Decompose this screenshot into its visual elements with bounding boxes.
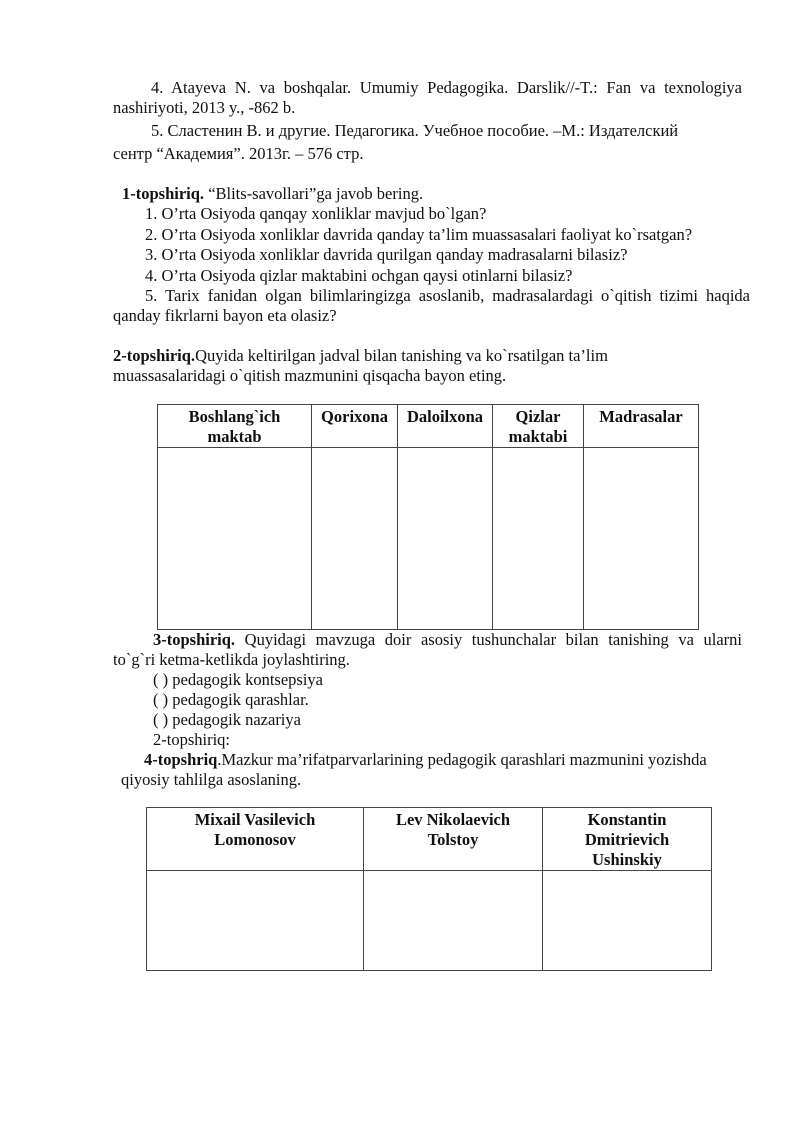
- answer-cell[interactable]: [398, 448, 493, 630]
- institutions-col-daloilxona: [398, 405, 493, 448]
- educators-col-label: Konstantin: [587, 810, 667, 829]
- answer-cell[interactable]: [364, 871, 543, 971]
- institutions-col-qizlar-maktabi: [493, 405, 584, 448]
- institutions-col-label: maktab: [207, 427, 262, 446]
- institutions-col-label: Madrasalar: [599, 407, 683, 426]
- task2-text-line1: Quyida keltirilgan jadval bilan tanishing va ko`rsatilgan ta’lim: [195, 346, 608, 365]
- institutions-col-madrasalar: [584, 405, 699, 448]
- reference-4-line1: 4. Atayeva N. va boshqalar. Umumiy Pedagogika. Darslik//-T.: Fan va texnologiya: [151, 78, 742, 97]
- educators-col-label: Lev Nikolaevich: [395, 810, 511, 829]
- educators-table-answer-row: [147, 871, 712, 971]
- task1-label: 1-topshiriq.: [122, 184, 205, 203]
- answer-cell[interactable]: [312, 448, 398, 630]
- institutions-col-label: Boshlang`ich: [188, 407, 281, 426]
- task1-heading: [122, 184, 423, 204]
- institutions-table-answer-row: [158, 448, 699, 630]
- task1-question-5-line2: qanday fikrlarni bayon eta olasiz?: [113, 306, 337, 325]
- task1-question-4: 4. O’rta Osiyoda qizlar maktabini ochgan qaysi otinlarni bilasiz?: [145, 266, 573, 285]
- educators-col-label: Mixail Vasilevich: [194, 810, 316, 829]
- reference-5-line2: сентр “Академия”. 2013г. – 576 стр.: [113, 144, 364, 163]
- task3-label: 3-topshiriq.: [153, 630, 236, 649]
- task4-text-line1: .Mazkur ma’rifatparvarlarining pedagogik qarashlari mazmunini yozishda: [217, 750, 707, 769]
- institutions-col-boshlangich: [158, 405, 312, 448]
- institutions-col-label: Qizlar: [515, 407, 561, 426]
- task1-question-5-line1: 5. Tarix fanidan olgan bilimlaringizga asoslanib, madrasalardagi o`qitish tizimi haqida: [145, 286, 750, 305]
- task2-text-line2: muassasalaridagi o`qitish mazmunini qisqacha bayon eting.: [113, 366, 507, 385]
- task2-heading: [113, 346, 608, 366]
- educators-col-tolstoy: [364, 808, 543, 871]
- answer-cell[interactable]: [584, 448, 699, 630]
- institutions-table: [157, 404, 699, 630]
- institutions-col-label: maktabi: [508, 427, 568, 446]
- task3-text-line2: to`g`ri ketma-ketlikda joylashtiring.: [113, 650, 350, 669]
- institutions-table-header-row: [158, 405, 699, 448]
- educators-col-label: Tolstoy: [427, 830, 479, 849]
- answer-cell[interactable]: [147, 871, 364, 971]
- task1-intro: “Blits-savollari”ga javob bering.: [204, 184, 424, 203]
- institutions-col-qorixona: [312, 405, 398, 448]
- task4-heading: [144, 750, 707, 770]
- educators-col-label: Dmitrievich: [584, 830, 670, 849]
- task2-label: 2-topshiriq.: [113, 346, 196, 365]
- reference-5-line1: 5. Сластенин В. и другие. Педагогика. Учебное пособие. –М.: Издателский: [151, 121, 679, 140]
- reference-4-line2: nashiriyoti, 2013 y., -862 b.: [113, 98, 296, 117]
- institutions-col-label: Qorixona: [321, 407, 388, 426]
- task3-heading: [153, 630, 742, 650]
- task3-text-line1: Quyidagi mavzuga doir asosiy tushunchalar bilan tanishing va ularni: [235, 630, 742, 649]
- educators-col-label: Ushinskiy: [592, 850, 662, 869]
- institutions-col-label: Daloilxona: [406, 407, 484, 426]
- task3-item-2: ( ) pedagogik qarashlar.: [153, 690, 309, 709]
- educators-col-label: Lomonosov: [214, 830, 296, 849]
- educators-col-lomonosov: [147, 808, 364, 871]
- educators-table-header-row: [147, 808, 712, 871]
- answer-cell[interactable]: [543, 871, 712, 971]
- task4-label: 4-topshriq: [144, 750, 218, 769]
- answer-cell[interactable]: [158, 448, 312, 630]
- task1-question-3: 3. O’rta Osiyoda xonliklar davrida qurilgan qanday madrasalarni bilasiz?: [145, 245, 628, 264]
- educators-table: [146, 807, 712, 971]
- answer-cell[interactable]: [493, 448, 584, 630]
- task1-question-1: 1. O’rta Osiyoda qanqay xonliklar mavjud bo`lgan?: [145, 204, 487, 223]
- task3-item-3: ( ) pedagogik nazariya: [153, 710, 301, 729]
- task4-text-line2: qiyosiy tahlilga asoslaning.: [121, 770, 302, 789]
- task3-note: 2-topshiriq:: [153, 730, 230, 749]
- educators-col-ushinskiy: [543, 808, 712, 871]
- task1-question-2: 2. O’rta Osiyoda xonliklar davrida qanday ta’lim muassasalari faoliyat ko`rsatgan?: [145, 225, 693, 244]
- task3-item-1: ( ) pedagogik kontsepsiya: [153, 670, 324, 689]
